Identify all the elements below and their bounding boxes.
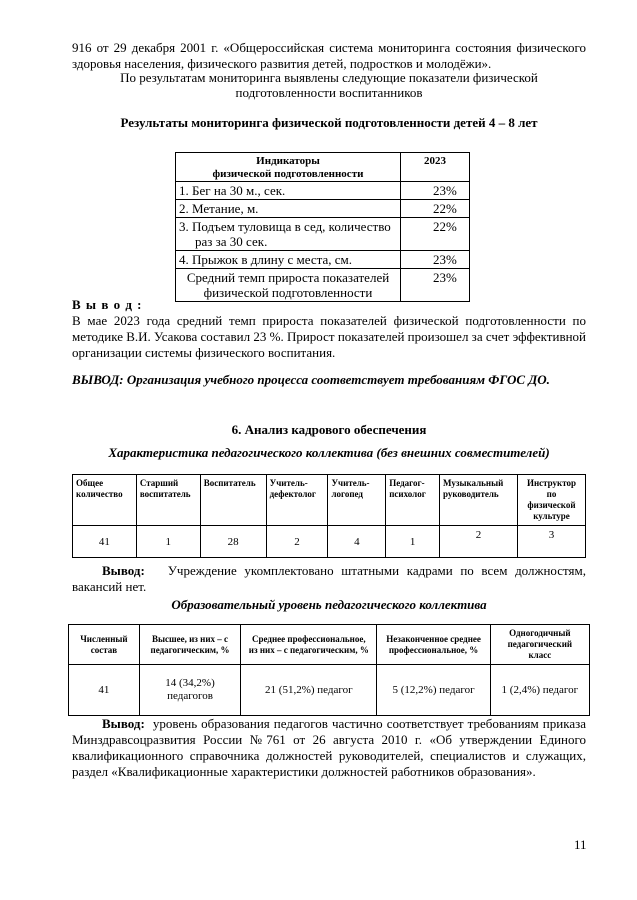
header-incomplete-secondary — [377, 625, 490, 665]
row-label — [176, 269, 401, 302]
header-line: дефектолог — [269, 489, 316, 499]
education-level-table — [68, 624, 590, 716]
header-line: культуре — [533, 511, 570, 521]
value-incomplete-secondary — [377, 665, 490, 716]
table-row — [176, 269, 470, 302]
conclusion-line-1: В мае 2023 года средний темп прироста показателей физической подготовленности по — [72, 313, 586, 328]
header-line: количество — [76, 489, 123, 499]
value-one-year-class — [490, 665, 589, 716]
value-line: 41 — [98, 683, 110, 696]
header-line: Среднее профессиональное, — [252, 633, 366, 644]
section1-title: Результаты мониторинга физической подготовленности детей 4 – 8 лет — [120, 115, 538, 130]
row-label — [176, 218, 401, 251]
section6-title: 6. Анализ кадрового обеспечения — [231, 422, 427, 437]
value-higher-education — [139, 665, 240, 716]
row-label-text-2: раз за 30 сек. — [195, 234, 268, 249]
staff-table — [72, 474, 586, 558]
page-number: 11 — [574, 837, 587, 852]
row-label-text: 1. Бег на 30 м., сек. — [179, 183, 286, 198]
header-defectologist — [266, 475, 328, 526]
header-line: воспитатель — [139, 489, 191, 499]
header-speech-therapist — [328, 475, 386, 526]
value-headcount — [69, 665, 140, 716]
row-label — [176, 251, 401, 269]
header-line: педагогический — [507, 639, 573, 649]
intro-line-3: По результатам мониторинга выявлены следующие показатели физической — [120, 70, 538, 85]
header-line: психолог — [389, 489, 426, 499]
header-line: профессиональное, % — [388, 644, 479, 655]
conclusion3-text: уровень образования педагогов частично соответствует требованиям приказа — [152, 716, 586, 731]
header-line: Воспитатель — [203, 478, 256, 488]
value-senior-educator: 1 — [136, 526, 200, 558]
table-row — [176, 218, 470, 251]
header-line: класс — [528, 650, 552, 660]
main-conclusion: ВЫВОД: Организация учебного процесса соответствует требованиям ФГОС ДО. — [72, 372, 550, 387]
row-value: 22% — [401, 200, 470, 218]
row-value: 23% — [401, 182, 470, 200]
row-label-text-2: физической подготовленности — [203, 285, 373, 300]
physical-fitness-table — [175, 152, 470, 302]
row-label-text: 3. Подъем туловища в сед, количество — [179, 219, 391, 234]
header-year: 2023 — [401, 153, 470, 182]
header-line: Численный — [80, 633, 128, 644]
conclusion2-line-1 — [72, 563, 586, 579]
header-secondary-vocational — [241, 625, 377, 665]
conclusion-heading: В ы в о д : — [72, 297, 143, 312]
value-total: 41 — [73, 526, 137, 558]
conclusion3-line-1 — [72, 716, 586, 732]
header-line: Высшее, из них – с — [152, 633, 229, 644]
header-line: Учитель- — [269, 478, 308, 488]
section6-subtitle: Характеристика педагогического коллектива (без внешних совместителей) — [108, 445, 550, 460]
header-indicators-line2: физической подготовленности — [212, 168, 364, 180]
table-row — [176, 182, 470, 200]
header-line: Педагог- — [389, 478, 425, 488]
header-line: из них – с педагогическим, % — [248, 644, 369, 655]
header-line: Незаконченное среднее — [386, 633, 481, 644]
row-label-text: 4. Прыжок в длину с места, см. — [179, 252, 352, 267]
row-label-text: Средний темп прироста показателей — [186, 270, 390, 285]
conclusion-line-2: методике В.И. Усакова составил 23 %. Прирост показателей произошел за счет эффективной — [72, 329, 586, 344]
conclusion2-line-2: вакансий нет. — [72, 579, 147, 594]
table-row — [176, 251, 470, 269]
header-indicators-line1: Индикаторы — [256, 155, 320, 167]
header-line: логопед — [331, 489, 363, 499]
conclusion3-line-4: раздел «Квалификационные характеристики должностей работников образования». — [72, 764, 536, 779]
header-senior-educator — [136, 475, 200, 526]
table-row — [73, 526, 586, 558]
value-speech-therapist: 4 — [328, 526, 386, 558]
header-line: состав — [90, 644, 118, 655]
row-value: 22% — [401, 218, 470, 251]
header-total — [73, 475, 137, 526]
value-secondary-vocational — [241, 665, 377, 716]
header-line: Инструктор — [526, 478, 577, 488]
header-line: физической — [527, 500, 576, 510]
header-line: руководитель — [442, 489, 499, 499]
header-line: Одногодичный — [509, 628, 571, 638]
table-header-row — [73, 475, 586, 526]
conclusion2-label: Вывод: — [102, 563, 145, 578]
value-educator: 28 — [200, 526, 266, 558]
conclusion2-text: Учреждение укомплектовано штатными кадрами по всем должностям, — [167, 563, 586, 578]
value-psychologist: 1 — [386, 526, 440, 558]
row-value: 23% — [401, 251, 470, 269]
header-line: Музыкальный — [442, 478, 504, 488]
row-label — [176, 200, 401, 218]
conclusion-line-3: организации системы физического воспитания. — [72, 345, 336, 360]
row-value: 23% — [401, 269, 470, 302]
conclusion3-line-3: квалификационного справочника должностей руководителей, специалистов и служащих, — [72, 748, 586, 763]
header-line: Старший — [139, 478, 179, 488]
header-headcount — [69, 625, 140, 665]
conclusion3-line-2: Минздравсоцразвития России №761 от 26 августа 2010 г. «Об утверждении Единого — [72, 732, 586, 747]
table-header-row — [69, 625, 590, 665]
header-line: педагогическим, % — [150, 644, 230, 655]
header-line: Учитель- — [331, 478, 370, 488]
value-defectologist: 2 — [266, 526, 328, 558]
header-indicators — [176, 153, 401, 182]
header-higher-education — [139, 625, 240, 665]
row-label-text: 2. Метание, м. — [179, 201, 259, 216]
value-line: 5 (12,2%) педагог — [392, 683, 475, 696]
header-psychologist — [386, 475, 440, 526]
conclusion3-label: Вывод: — [102, 716, 145, 731]
intro-line-1: 916 от 29 декабря 2001 г. «Общероссийская система мониторинга состояния физического — [72, 40, 586, 55]
header-line: по — [546, 489, 557, 499]
value-line: педагогов — [167, 690, 213, 702]
table-header-row — [176, 153, 470, 182]
value-pe-instructor: 3 — [518, 526, 586, 558]
header-line: Общее — [76, 478, 104, 488]
value-line: 1 (2,4%) педагог — [501, 683, 579, 696]
value-music-director: 2 — [439, 526, 517, 558]
table3-title: Образовательный уровень педагогического коллектива — [171, 597, 487, 612]
intro-line-2: здоровья населения, физического развития детей, подростков и молодёжи». — [72, 56, 492, 71]
header-pe-instructor — [518, 475, 586, 526]
header-educator — [200, 475, 266, 526]
value-line: 14 (34,2%) — [165, 677, 215, 689]
header-music-director — [439, 475, 517, 526]
table-row — [69, 665, 590, 716]
table-row — [176, 200, 470, 218]
row-label — [176, 182, 401, 200]
value-line: 21 (51,2%) педагог — [265, 683, 353, 696]
header-one-year-class — [490, 625, 589, 665]
intro-line-4: подготовленности воспитанников — [235, 85, 423, 100]
